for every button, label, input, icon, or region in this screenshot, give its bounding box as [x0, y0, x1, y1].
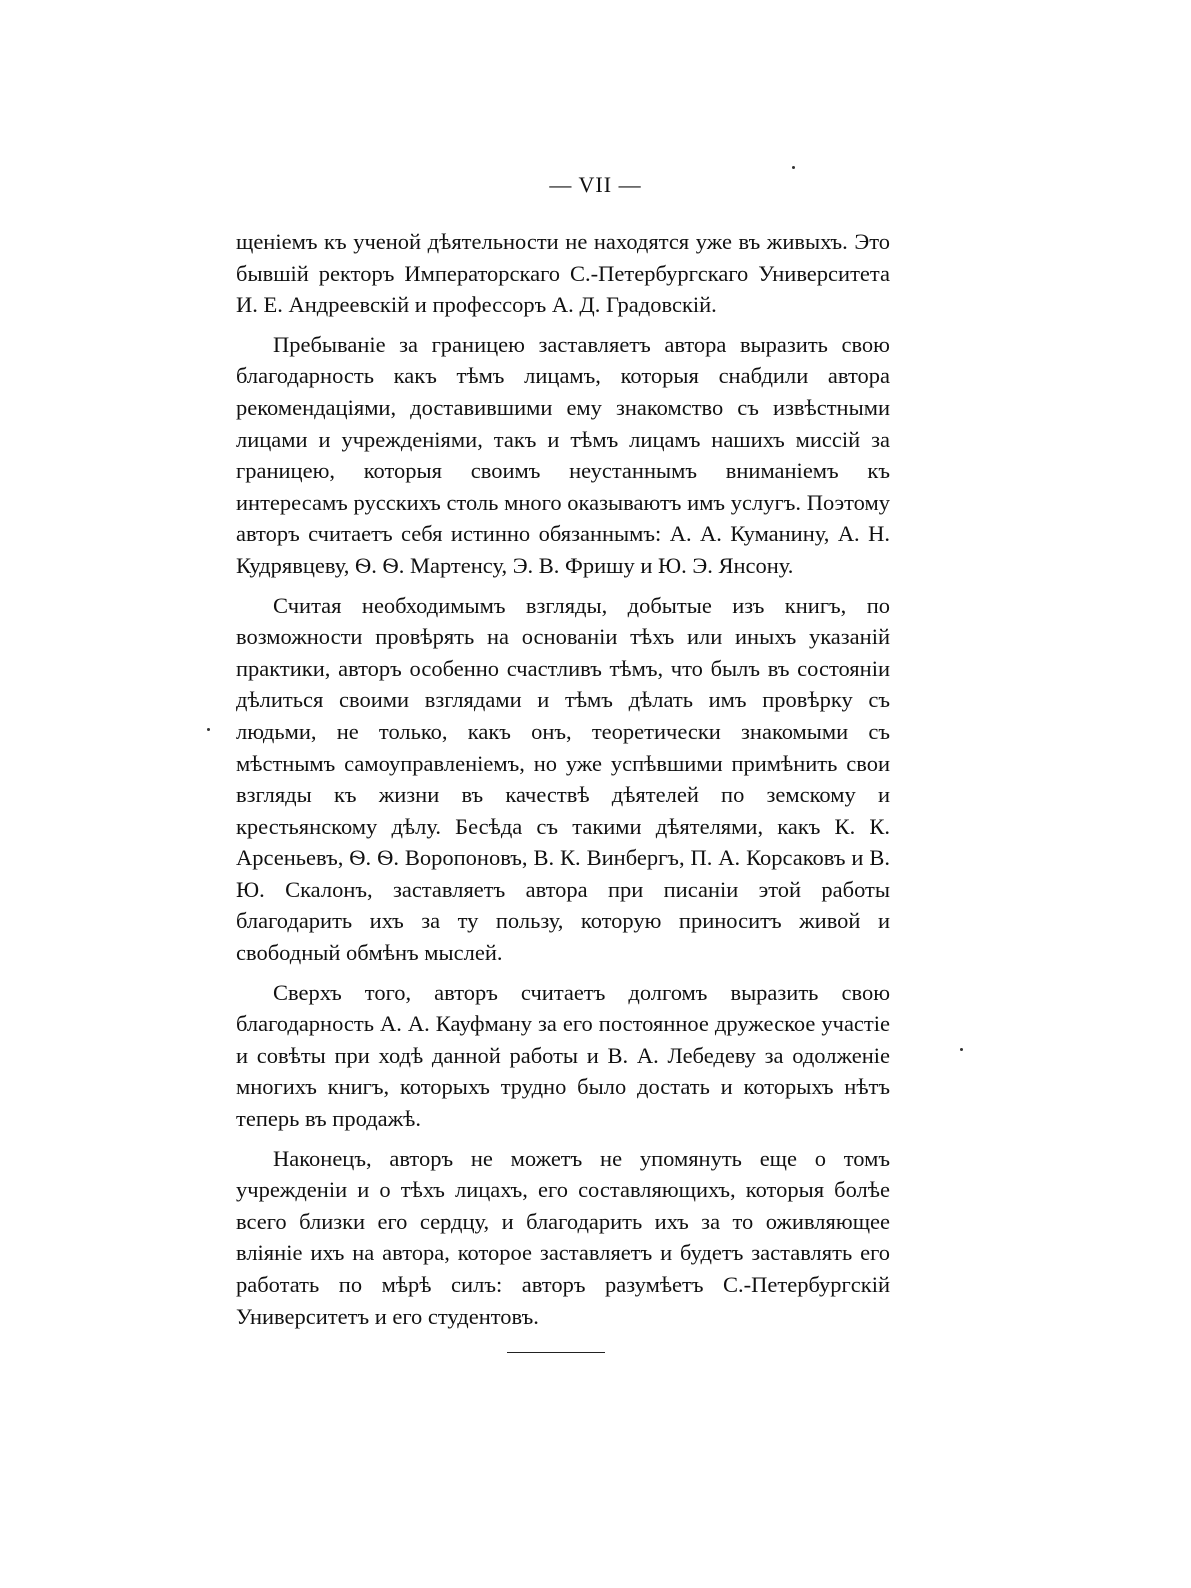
paragraph-continuation: щеніемъ къ ученой дѣятельности не находятся уже въ живыхъ. Это бывшій ректоръ Императорскаго С.-Петербургскаго Университета И. Е. Андреевскій и профессоръ А. Д. Градовскій.: [236, 229, 890, 318]
scan-speck: [960, 1048, 963, 1051]
scan-speck: [792, 166, 795, 169]
paragraph-practical-verification: Считая необходимымъ взгляды, добытые изъ книгъ, по возможности провѣрять на основаніи тѣхъ или иныхъ указаній практики, авторъ особенно счастливъ тѣмъ, что былъ въ состояніи дѣлиться своими взглядами и тѣмъ дѣлать имъ провѣрку съ людьми, не только, какъ онъ, теоретически знакомыми съ мѣстнымъ самоуправленіемъ, но уже успѣвшими примѣнить свои взгляды къ жизни въ качествѣ дѣятелей по земскому и крестьянскому дѣлу. Бесѣда съ такими дѣятелями, какъ К. К. Арсеньевъ, Ѳ. Ѳ. Воропоновъ, В. К. Винбергъ, П. А. Корсаковъ и В. Ю. Скалонъ, заставляетъ автора при писаніи этой работы благодарить ихъ за ту пользу, которую приноситъ живой и свободный обмѣнъ мыслей.: [236, 592, 890, 966]
paragraph-gratitude-abroad: Пребываніе за границею заставляетъ автора выразить свою благодарность какъ тѣмъ лицамъ, которыя снабдили автора рекомендаціями, доставившими ему знакомство съ извѣстными лицами и учрежденіями, такъ и тѣмъ лицамъ нашихъ миссій за границею, которыя своимъ неустаннымъ вниманіемъ къ интересамъ русскихъ столь много оказываютъ имъ услугъ. Поэтому авторъ считаетъ себя истинно обязаннымъ: А. А. Куманину, А. Н. Кудрявцеву, Ѳ. Ѳ. Мартенсу, Э. В. Фришу и Ю. Э. Янсону.: [236, 331, 890, 578]
scan-speck: [207, 728, 210, 731]
paragraph-university: Наконецъ, авторъ не можетъ не упомянуть еще о томъ учрежденіи и о тѣхъ лицахъ, его составляющихъ, которыя болѣе всего близки его сердцу, и благодарить ихъ за то оживляющее вліяніе ихъ на автора, которое заставляетъ и будетъ заставлять его работать по мѣрѣ силъ: авторъ разумѣетъ С.-Петербургскій Университетъ и его студентовъ.: [236, 1145, 890, 1329]
paragraph-kaufman-lebedev: Сверхъ того, авторъ считаетъ долгомъ выразить свою благодарность А. А. Кауфману за его постоянное дружеское участіе и совѣты при ходѣ данной работы и В. А. Лебедеву за одолженіе многихъ книгъ, которыхъ трудно было достать и которыхъ нѣтъ теперь въ продажѣ.: [236, 979, 890, 1132]
closing-rule: [507, 1352, 605, 1353]
page-number: — VII —: [549, 172, 642, 197]
body-text: [236, 226, 890, 1340]
